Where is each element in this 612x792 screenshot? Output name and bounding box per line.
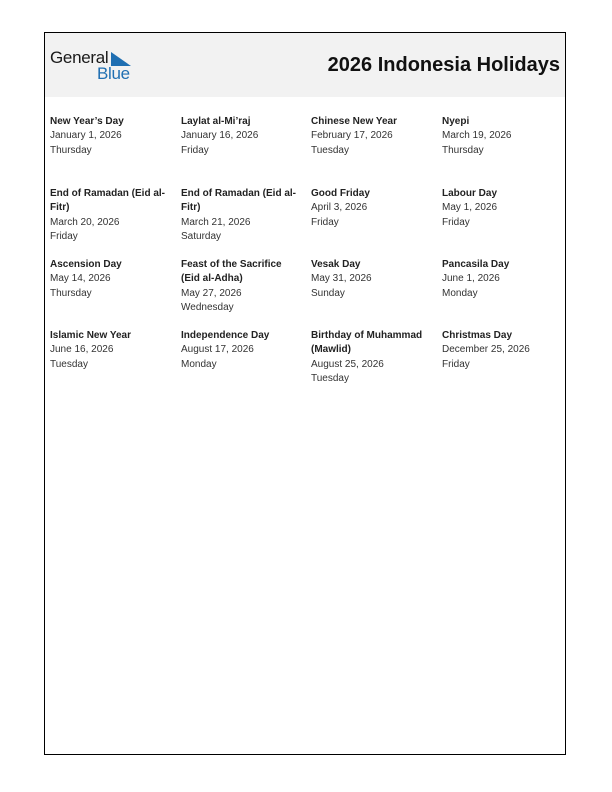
holiday-weekday: Saturday bbox=[181, 230, 222, 242]
holiday-item bbox=[50, 258, 168, 301]
holiday-name: Feast of the Sacrifice (Eid al-Adha) bbox=[181, 259, 282, 285]
holiday-weekday: Monday bbox=[181, 358, 217, 370]
holiday-weekday: Thursday bbox=[50, 287, 92, 299]
holiday-item bbox=[442, 329, 560, 372]
holiday-weekday: Friday bbox=[50, 230, 78, 242]
holiday-weekday: Tuesday bbox=[311, 372, 349, 384]
holiday-weekday: Friday bbox=[311, 216, 339, 228]
holiday-weekday: Friday bbox=[442, 216, 470, 228]
holiday-item bbox=[50, 329, 168, 372]
holiday-weekday: Sunday bbox=[311, 287, 345, 299]
holiday-weekday: Thursday bbox=[50, 144, 92, 156]
holiday-name: New Year’s Day bbox=[50, 116, 124, 127]
holiday-date: February 17, 2026 bbox=[311, 130, 393, 142]
holiday-item bbox=[50, 115, 168, 158]
holiday-weekday: Tuesday bbox=[50, 358, 88, 370]
holiday-item bbox=[181, 329, 299, 372]
holiday-item bbox=[181, 258, 299, 315]
holiday-item bbox=[311, 187, 429, 230]
holiday-item bbox=[311, 329, 429, 386]
holiday-date: May 27, 2026 bbox=[181, 287, 242, 299]
holiday-date: March 21, 2026 bbox=[181, 216, 251, 228]
generalblue-logo bbox=[50, 48, 140, 84]
holiday-date: March 20, 2026 bbox=[50, 216, 120, 228]
holiday-item bbox=[181, 115, 299, 158]
holiday-weekday: Friday bbox=[442, 358, 470, 370]
holiday-name: Islamic New Year bbox=[50, 330, 131, 341]
holiday-item bbox=[181, 187, 299, 244]
holiday-name: Chinese New Year bbox=[311, 116, 397, 127]
holiday-date: June 16, 2026 bbox=[50, 344, 114, 356]
holiday-name: Ascension Day bbox=[50, 259, 122, 270]
holiday-date: March 19, 2026 bbox=[442, 130, 512, 142]
holiday-weekday: Thursday bbox=[442, 144, 484, 156]
logo-blue-text: Blue bbox=[97, 64, 130, 83]
holiday-name: Independence Day bbox=[181, 330, 270, 341]
holiday-name: Christmas Day bbox=[442, 330, 513, 341]
holiday-name: End of Ramadan (Eid al-Fitr) bbox=[50, 188, 166, 214]
holiday-name: End of Ramadan (Eid al-Fitr) bbox=[181, 188, 297, 214]
holiday-name: Nyepi bbox=[442, 116, 470, 127]
holiday-weekday: Wednesday bbox=[181, 301, 234, 313]
holiday-date: April 3, 2026 bbox=[311, 202, 368, 214]
holiday-date: June 1, 2026 bbox=[442, 273, 500, 285]
holiday-weekday: Monday bbox=[442, 287, 478, 299]
holiday-name: Birthday of Muhammad (Mawlid) bbox=[311, 330, 423, 356]
holiday-item bbox=[311, 115, 429, 158]
holiday-date: August 25, 2026 bbox=[311, 358, 384, 370]
holiday-date: May 14, 2026 bbox=[50, 273, 111, 285]
page-frame bbox=[44, 32, 566, 755]
holiday-date: January 16, 2026 bbox=[181, 130, 259, 142]
holiday-name: Vesak Day bbox=[311, 259, 361, 270]
header-band bbox=[45, 33, 565, 97]
holiday-date: January 1, 2026 bbox=[50, 130, 122, 142]
holiday-name: Good Friday bbox=[311, 188, 370, 199]
holiday-item bbox=[442, 258, 560, 301]
holiday-date: May 31, 2026 bbox=[311, 273, 372, 285]
holiday-item bbox=[442, 187, 560, 230]
holiday-item bbox=[311, 258, 429, 301]
holiday-weekday: Tuesday bbox=[311, 144, 349, 156]
holiday-item bbox=[50, 187, 168, 244]
holiday-date: August 17, 2026 bbox=[181, 344, 254, 356]
holiday-name: Pancasila Day bbox=[442, 259, 510, 270]
holiday-date: May 1, 2026 bbox=[442, 202, 498, 214]
page-title: 2026 Indonesia Holidays bbox=[327, 54, 560, 76]
holiday-weekday: Friday bbox=[181, 144, 209, 156]
holiday-item bbox=[442, 115, 560, 158]
holiday-name: Labour Day bbox=[442, 188, 498, 199]
logo-general-text: General bbox=[50, 48, 109, 67]
holiday-date: December 25, 2026 bbox=[442, 344, 530, 356]
holiday-name: Laylat al-Mi’raj bbox=[181, 116, 251, 127]
